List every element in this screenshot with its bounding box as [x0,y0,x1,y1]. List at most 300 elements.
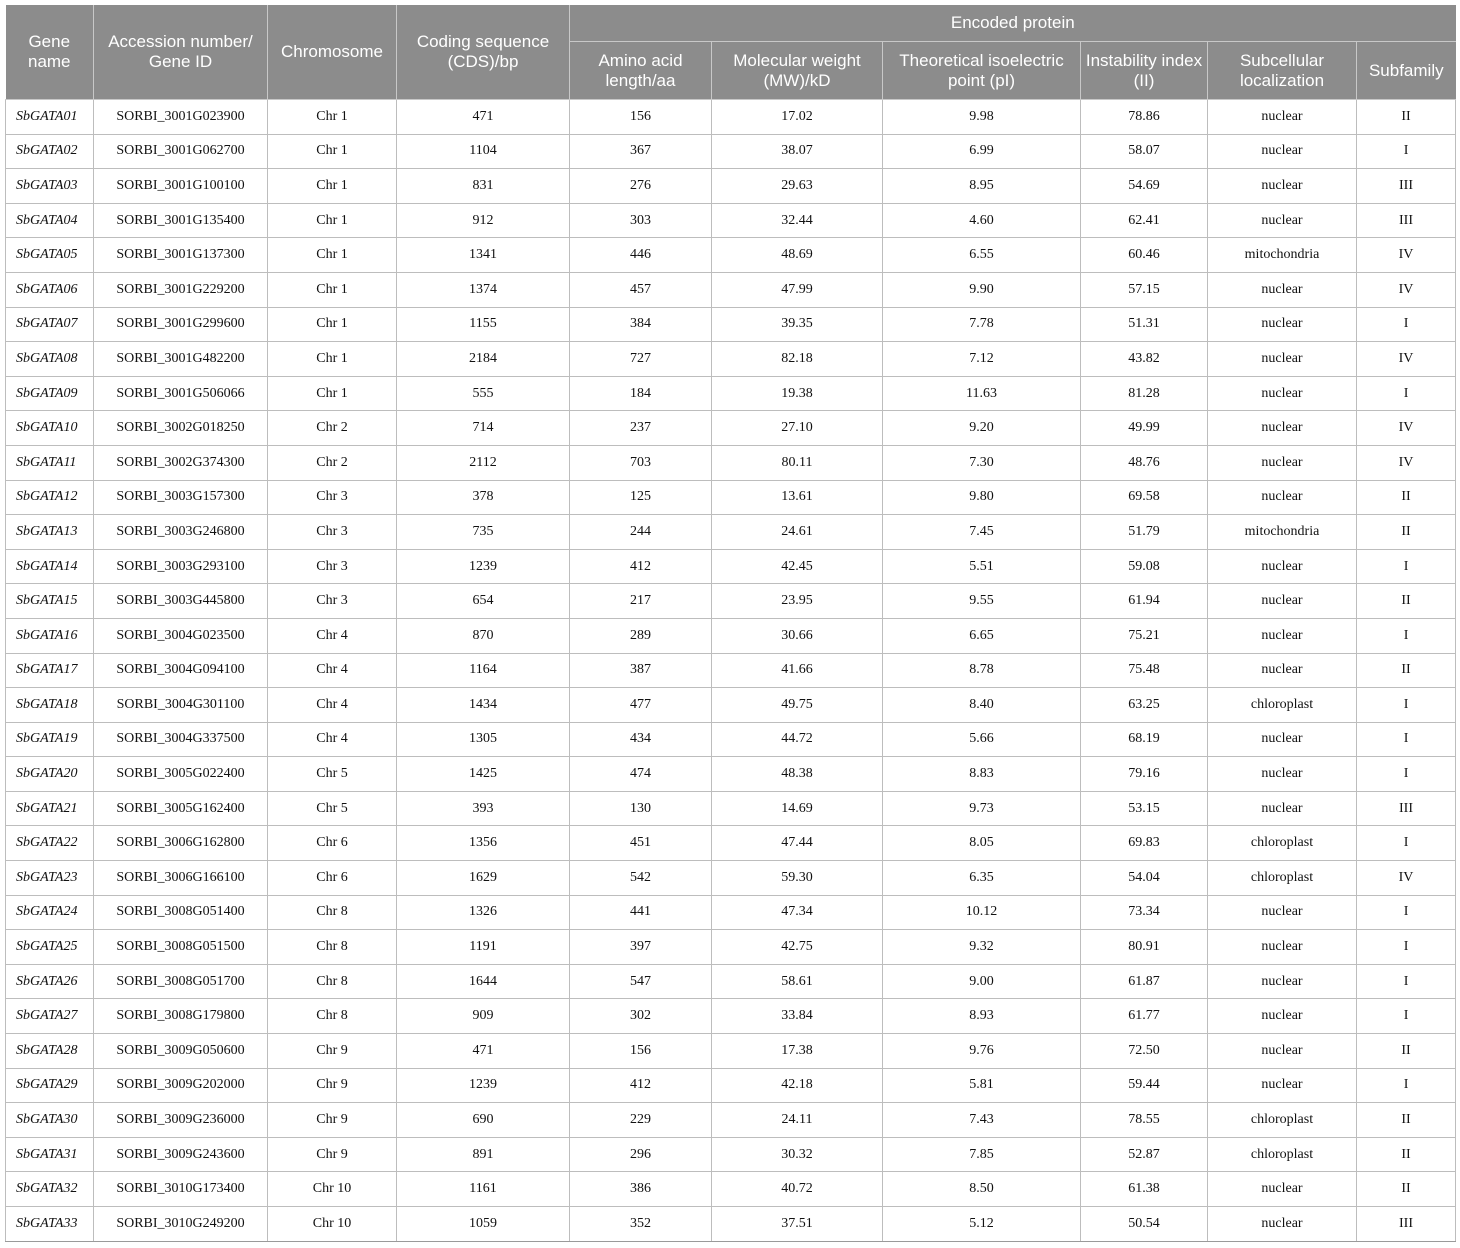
chromosome-cell: Chr 10 [268,1207,397,1242]
localization-cell: nuclear [1208,272,1357,307]
pi-cell: 7.43 [883,1103,1081,1138]
mw-cell: 59.30 [712,861,883,896]
localization-cell: nuclear [1208,445,1357,480]
localization-cell: nuclear [1208,376,1357,411]
mw-cell: 47.34 [712,895,883,930]
accession-cell: SORBI_3010G173400 [94,1172,268,1207]
aa-length-cell: 352 [570,1207,712,1242]
ii-cell: 51.31 [1081,307,1208,342]
header-aa-length: Amino acid length/aa [570,42,712,100]
mw-cell: 27.10 [712,411,883,446]
pi-cell: 8.50 [883,1172,1081,1207]
cds-cell: 735 [397,515,570,550]
table-row [6,238,1456,273]
gata-gene-table [5,5,1456,1242]
aa-length-cell: 125 [570,480,712,515]
table-row [6,861,1456,896]
gene-name-cell: SbGATA25 [6,930,94,965]
aa-length-cell: 386 [570,1172,712,1207]
cds-cell: 471 [397,1034,570,1069]
ii-cell: 57.15 [1081,272,1208,307]
pi-cell: 9.20 [883,411,1081,446]
pi-cell: 4.60 [883,203,1081,238]
ii-cell: 81.28 [1081,376,1208,411]
mw-cell: 39.35 [712,307,883,342]
ii-cell: 79.16 [1081,757,1208,792]
gene-name-cell: SbGATA30 [6,1103,94,1138]
chromosome-cell: Chr 1 [268,169,397,204]
localization-cell: nuclear [1208,757,1357,792]
subfamily-cell: II [1357,1103,1456,1138]
ii-cell: 52.87 [1081,1137,1208,1172]
mw-cell: 48.69 [712,238,883,273]
accession-cell: SORBI_3004G023500 [94,618,268,653]
subfamily-cell: III [1357,1207,1456,1242]
table-row [6,100,1456,135]
cds-cell: 909 [397,999,570,1034]
gene-name-cell: SbGATA32 [6,1172,94,1207]
mw-cell: 38.07 [712,134,883,169]
ii-cell: 61.77 [1081,999,1208,1034]
localization-cell: chloroplast [1208,688,1357,723]
localization-cell: nuclear [1208,653,1357,688]
pi-cell: 9.32 [883,930,1081,965]
accession-cell: SORBI_3001G482200 [94,342,268,377]
localization-cell: nuclear [1208,999,1357,1034]
ii-cell: 61.38 [1081,1172,1208,1207]
pi-cell: 7.78 [883,307,1081,342]
pi-cell: 7.30 [883,445,1081,480]
table-row [6,169,1456,204]
cds-cell: 1305 [397,722,570,757]
pi-cell: 9.55 [883,584,1081,619]
cds-cell: 1341 [397,238,570,273]
aa-length-cell: 457 [570,272,712,307]
chromosome-cell: Chr 9 [268,1103,397,1138]
subfamily-cell: IV [1357,238,1456,273]
subfamily-cell: II [1357,653,1456,688]
localization-cell: nuclear [1208,584,1357,619]
aa-length-cell: 156 [570,1034,712,1069]
mw-cell: 24.61 [712,515,883,550]
aa-length-cell: 547 [570,964,712,999]
aa-length-cell: 156 [570,100,712,135]
pi-cell: 6.55 [883,238,1081,273]
gene-name-cell: SbGATA14 [6,549,94,584]
localization-cell: nuclear [1208,895,1357,930]
accession-cell: SORBI_3002G374300 [94,445,268,480]
table-row [6,376,1456,411]
cds-cell: 1239 [397,549,570,584]
mw-cell: 19.38 [712,376,883,411]
chromosome-cell: Chr 8 [268,930,397,965]
subfamily-cell: I [1357,895,1456,930]
gene-name-cell: SbGATA23 [6,861,94,896]
localization-cell: chloroplast [1208,1137,1357,1172]
table-row [6,584,1456,619]
cds-cell: 1425 [397,757,570,792]
header-chromosome: Chromosome [268,5,397,100]
mw-cell: 14.69 [712,791,883,826]
cds-cell: 1059 [397,1207,570,1242]
ii-cell: 78.86 [1081,100,1208,135]
mw-cell: 82.18 [712,342,883,377]
chromosome-cell: Chr 8 [268,964,397,999]
localization-cell: nuclear [1208,134,1357,169]
accession-cell: SORBI_3008G051500 [94,930,268,965]
table-row [6,342,1456,377]
mw-cell: 23.95 [712,584,883,619]
chromosome-cell: Chr 9 [268,1034,397,1069]
subfamily-cell: I [1357,999,1456,1034]
chromosome-cell: Chr 4 [268,653,397,688]
accession-cell: SORBI_3009G202000 [94,1068,268,1103]
chromosome-cell: Chr 5 [268,791,397,826]
subfamily-cell: IV [1357,272,1456,307]
accession-cell: SORBI_3008G051700 [94,964,268,999]
subfamily-cell: I [1357,307,1456,342]
pi-cell: 6.35 [883,861,1081,896]
chromosome-cell: Chr 8 [268,895,397,930]
header-encoded-protein: Encoded protein [570,5,1456,42]
table-row [6,134,1456,169]
header-gene-name: Gene name [6,5,94,100]
gene-name-cell: SbGATA02 [6,134,94,169]
chromosome-cell: Chr 1 [268,238,397,273]
subfamily-cell: II [1357,1137,1456,1172]
gene-name-cell: SbGATA13 [6,515,94,550]
pi-cell: 9.73 [883,791,1081,826]
table-row [6,999,1456,1034]
chromosome-cell: Chr 3 [268,549,397,584]
localization-cell: nuclear [1208,1207,1357,1242]
subfamily-cell: I [1357,964,1456,999]
chromosome-cell: Chr 1 [268,272,397,307]
accession-cell: SORBI_3001G100100 [94,169,268,204]
header-cds: Coding sequence (CDS)/bp [397,5,570,100]
aa-length-cell: 184 [570,376,712,411]
localization-cell: nuclear [1208,549,1357,584]
mw-cell: 49.75 [712,688,883,723]
pi-cell: 9.98 [883,100,1081,135]
cds-cell: 378 [397,480,570,515]
pi-cell: 8.95 [883,169,1081,204]
ii-cell: 80.91 [1081,930,1208,965]
gene-name-cell: SbGATA19 [6,722,94,757]
subfamily-cell: I [1357,757,1456,792]
table-row [6,895,1456,930]
pi-cell: 5.81 [883,1068,1081,1103]
ii-cell: 68.19 [1081,722,1208,757]
table-row [6,1068,1456,1103]
cds-cell: 2184 [397,342,570,377]
ii-cell: 73.34 [1081,895,1208,930]
chromosome-cell: Chr 2 [268,411,397,446]
subfamily-cell: III [1357,169,1456,204]
pi-cell: 9.80 [883,480,1081,515]
aa-length-cell: 727 [570,342,712,377]
aa-length-cell: 542 [570,861,712,896]
pi-cell: 6.99 [883,134,1081,169]
localization-cell: nuclear [1208,1034,1357,1069]
mw-cell: 24.11 [712,1103,883,1138]
gene-name-cell: SbGATA04 [6,203,94,238]
header-subfamily: Subfamily [1357,42,1456,100]
chromosome-cell: Chr 4 [268,688,397,723]
table-row [6,203,1456,238]
mw-cell: 44.72 [712,722,883,757]
mw-cell: 80.11 [712,445,883,480]
pi-cell: 8.40 [883,688,1081,723]
gene-name-cell: SbGATA24 [6,895,94,930]
mw-cell: 37.51 [712,1207,883,1242]
aa-length-cell: 296 [570,1137,712,1172]
subfamily-cell: I [1357,376,1456,411]
aa-length-cell: 367 [570,134,712,169]
cds-cell: 891 [397,1137,570,1172]
accession-cell: SORBI_3003G157300 [94,480,268,515]
mw-cell: 17.02 [712,100,883,135]
table-row [6,688,1456,723]
table-row [6,1207,1456,1242]
ii-cell: 54.69 [1081,169,1208,204]
pi-cell: 5.12 [883,1207,1081,1242]
ii-cell: 50.54 [1081,1207,1208,1242]
accession-cell: SORBI_3001G023900 [94,100,268,135]
localization-cell: nuclear [1208,791,1357,826]
localization-cell: nuclear [1208,964,1357,999]
accession-cell: SORBI_3004G337500 [94,722,268,757]
localization-cell: nuclear [1208,1172,1357,1207]
chromosome-cell: Chr 9 [268,1137,397,1172]
table-row [6,653,1456,688]
subfamily-cell: II [1357,1034,1456,1069]
aa-length-cell: 303 [570,203,712,238]
subfamily-cell: IV [1357,411,1456,446]
chromosome-cell: Chr 3 [268,584,397,619]
cds-cell: 1644 [397,964,570,999]
localization-cell: nuclear [1208,480,1357,515]
table-row [6,1172,1456,1207]
aa-length-cell: 441 [570,895,712,930]
pi-cell: 7.85 [883,1137,1081,1172]
cds-cell: 1629 [397,861,570,896]
ii-cell: 72.50 [1081,1034,1208,1069]
ii-cell: 58.07 [1081,134,1208,169]
cds-cell: 870 [397,618,570,653]
accession-cell: SORBI_3004G094100 [94,653,268,688]
chromosome-cell: Chr 6 [268,861,397,896]
gene-name-cell: SbGATA31 [6,1137,94,1172]
subfamily-cell: III [1357,791,1456,826]
aa-length-cell: 477 [570,688,712,723]
subfamily-cell: I [1357,722,1456,757]
pi-cell: 10.12 [883,895,1081,930]
accession-cell: SORBI_3001G299600 [94,307,268,342]
subfamily-cell: IV [1357,445,1456,480]
cds-cell: 1356 [397,826,570,861]
mw-cell: 58.61 [712,964,883,999]
mw-cell: 42.45 [712,549,883,584]
chromosome-cell: Chr 1 [268,307,397,342]
table-row [6,1103,1456,1138]
gene-name-cell: SbGATA20 [6,757,94,792]
gene-name-cell: SbGATA09 [6,376,94,411]
ii-cell: 59.44 [1081,1068,1208,1103]
header-accession: Accession number/ Gene ID [94,5,268,100]
gata-gene-table-container [5,5,1455,1242]
aa-length-cell: 384 [570,307,712,342]
localization-cell: nuclear [1208,1068,1357,1103]
localization-cell: mitochondria [1208,515,1357,550]
localization-cell: nuclear [1208,100,1357,135]
cds-cell: 654 [397,584,570,619]
aa-length-cell: 703 [570,445,712,480]
subfamily-cell: I [1357,618,1456,653]
pi-cell: 6.65 [883,618,1081,653]
aa-length-cell: 434 [570,722,712,757]
subfamily-cell: II [1357,480,1456,515]
gene-name-cell: SbGATA21 [6,791,94,826]
accession-cell: SORBI_3008G179800 [94,999,268,1034]
gene-name-cell: SbGATA29 [6,1068,94,1103]
accession-cell: SORBI_3001G229200 [94,272,268,307]
accession-cell: SORBI_3001G506066 [94,376,268,411]
pi-cell: 8.93 [883,999,1081,1034]
mw-cell: 30.32 [712,1137,883,1172]
aa-length-cell: 397 [570,930,712,965]
aa-length-cell: 446 [570,238,712,273]
subfamily-cell: I [1357,930,1456,965]
aa-length-cell: 217 [570,584,712,619]
ii-cell: 78.55 [1081,1103,1208,1138]
gene-name-cell: SbGATA06 [6,272,94,307]
gene-name-cell: SbGATA03 [6,169,94,204]
gene-name-cell: SbGATA27 [6,999,94,1034]
ii-cell: 51.79 [1081,515,1208,550]
aa-length-cell: 302 [570,999,712,1034]
ii-cell: 48.76 [1081,445,1208,480]
ii-cell: 59.08 [1081,549,1208,584]
cds-cell: 1164 [397,653,570,688]
aa-length-cell: 130 [570,791,712,826]
gene-name-cell: SbGATA01 [6,100,94,135]
mw-cell: 32.44 [712,203,883,238]
subfamily-cell: II [1357,584,1456,619]
table-row [6,515,1456,550]
gene-name-cell: SbGATA11 [6,445,94,480]
mw-cell: 42.75 [712,930,883,965]
subfamily-cell: II [1357,1172,1456,1207]
localization-cell: mitochondria [1208,238,1357,273]
subfamily-cell: III [1357,203,1456,238]
table-row [6,480,1456,515]
header-subcellular-localization: Subcellular localization [1208,42,1357,100]
cds-cell: 690 [397,1103,570,1138]
ii-cell: 54.04 [1081,861,1208,896]
cds-cell: 1326 [397,895,570,930]
accession-cell: SORBI_3009G243600 [94,1137,268,1172]
chromosome-cell: Chr 4 [268,618,397,653]
chromosome-cell: Chr 8 [268,999,397,1034]
gene-name-cell: SbGATA10 [6,411,94,446]
ii-cell: 75.21 [1081,618,1208,653]
accession-cell: SORBI_3006G162800 [94,826,268,861]
table-row [6,618,1456,653]
table-row [6,411,1456,446]
cds-cell: 1161 [397,1172,570,1207]
cds-cell: 1374 [397,272,570,307]
pi-cell: 8.05 [883,826,1081,861]
table-row [6,722,1456,757]
cds-cell: 471 [397,100,570,135]
chromosome-cell: Chr 1 [268,203,397,238]
aa-length-cell: 412 [570,549,712,584]
cds-cell: 831 [397,169,570,204]
header-isoelectric-point: Theoretical isoelectric point (pI) [883,42,1081,100]
cds-cell: 912 [397,203,570,238]
mw-cell: 41.66 [712,653,883,688]
localization-cell: chloroplast [1208,826,1357,861]
accession-cell: SORBI_3008G051400 [94,895,268,930]
cds-cell: 1239 [397,1068,570,1103]
gene-name-cell: SbGATA28 [6,1034,94,1069]
mw-cell: 40.72 [712,1172,883,1207]
gene-name-cell: SbGATA12 [6,480,94,515]
pi-cell: 5.66 [883,722,1081,757]
ii-cell: 61.94 [1081,584,1208,619]
accession-cell: SORBI_3003G445800 [94,584,268,619]
mw-cell: 47.44 [712,826,883,861]
ii-cell: 61.87 [1081,964,1208,999]
subfamily-cell: I [1357,1068,1456,1103]
accession-cell: SORBI_3009G050600 [94,1034,268,1069]
subfamily-cell: I [1357,688,1456,723]
table-row [6,272,1456,307]
table-row [6,791,1456,826]
chromosome-cell: Chr 3 [268,515,397,550]
cds-cell: 2112 [397,445,570,480]
subfamily-cell: IV [1357,342,1456,377]
gene-name-cell: SbGATA18 [6,688,94,723]
localization-cell: nuclear [1208,722,1357,757]
localization-cell: nuclear [1208,169,1357,204]
chromosome-cell: Chr 5 [268,757,397,792]
accession-cell: SORBI_3001G135400 [94,203,268,238]
accession-cell: SORBI_3005G022400 [94,757,268,792]
table-row [6,1034,1456,1069]
pi-cell: 9.76 [883,1034,1081,1069]
mw-cell: 29.63 [712,169,883,204]
table-row [6,964,1456,999]
table-row [6,549,1456,584]
cds-cell: 1104 [397,134,570,169]
pi-cell: 11.63 [883,376,1081,411]
cds-cell: 555 [397,376,570,411]
chromosome-cell: Chr 10 [268,1172,397,1207]
mw-cell: 33.84 [712,999,883,1034]
accession-cell: SORBI_3002G018250 [94,411,268,446]
localization-cell: nuclear [1208,930,1357,965]
accession-cell: SORBI_3005G162400 [94,791,268,826]
chromosome-cell: Chr 1 [268,100,397,135]
mw-cell: 30.66 [712,618,883,653]
gene-name-cell: SbGATA08 [6,342,94,377]
mw-cell: 47.99 [712,272,883,307]
pi-cell: 7.12 [883,342,1081,377]
pi-cell: 8.78 [883,653,1081,688]
pi-cell: 9.90 [883,272,1081,307]
